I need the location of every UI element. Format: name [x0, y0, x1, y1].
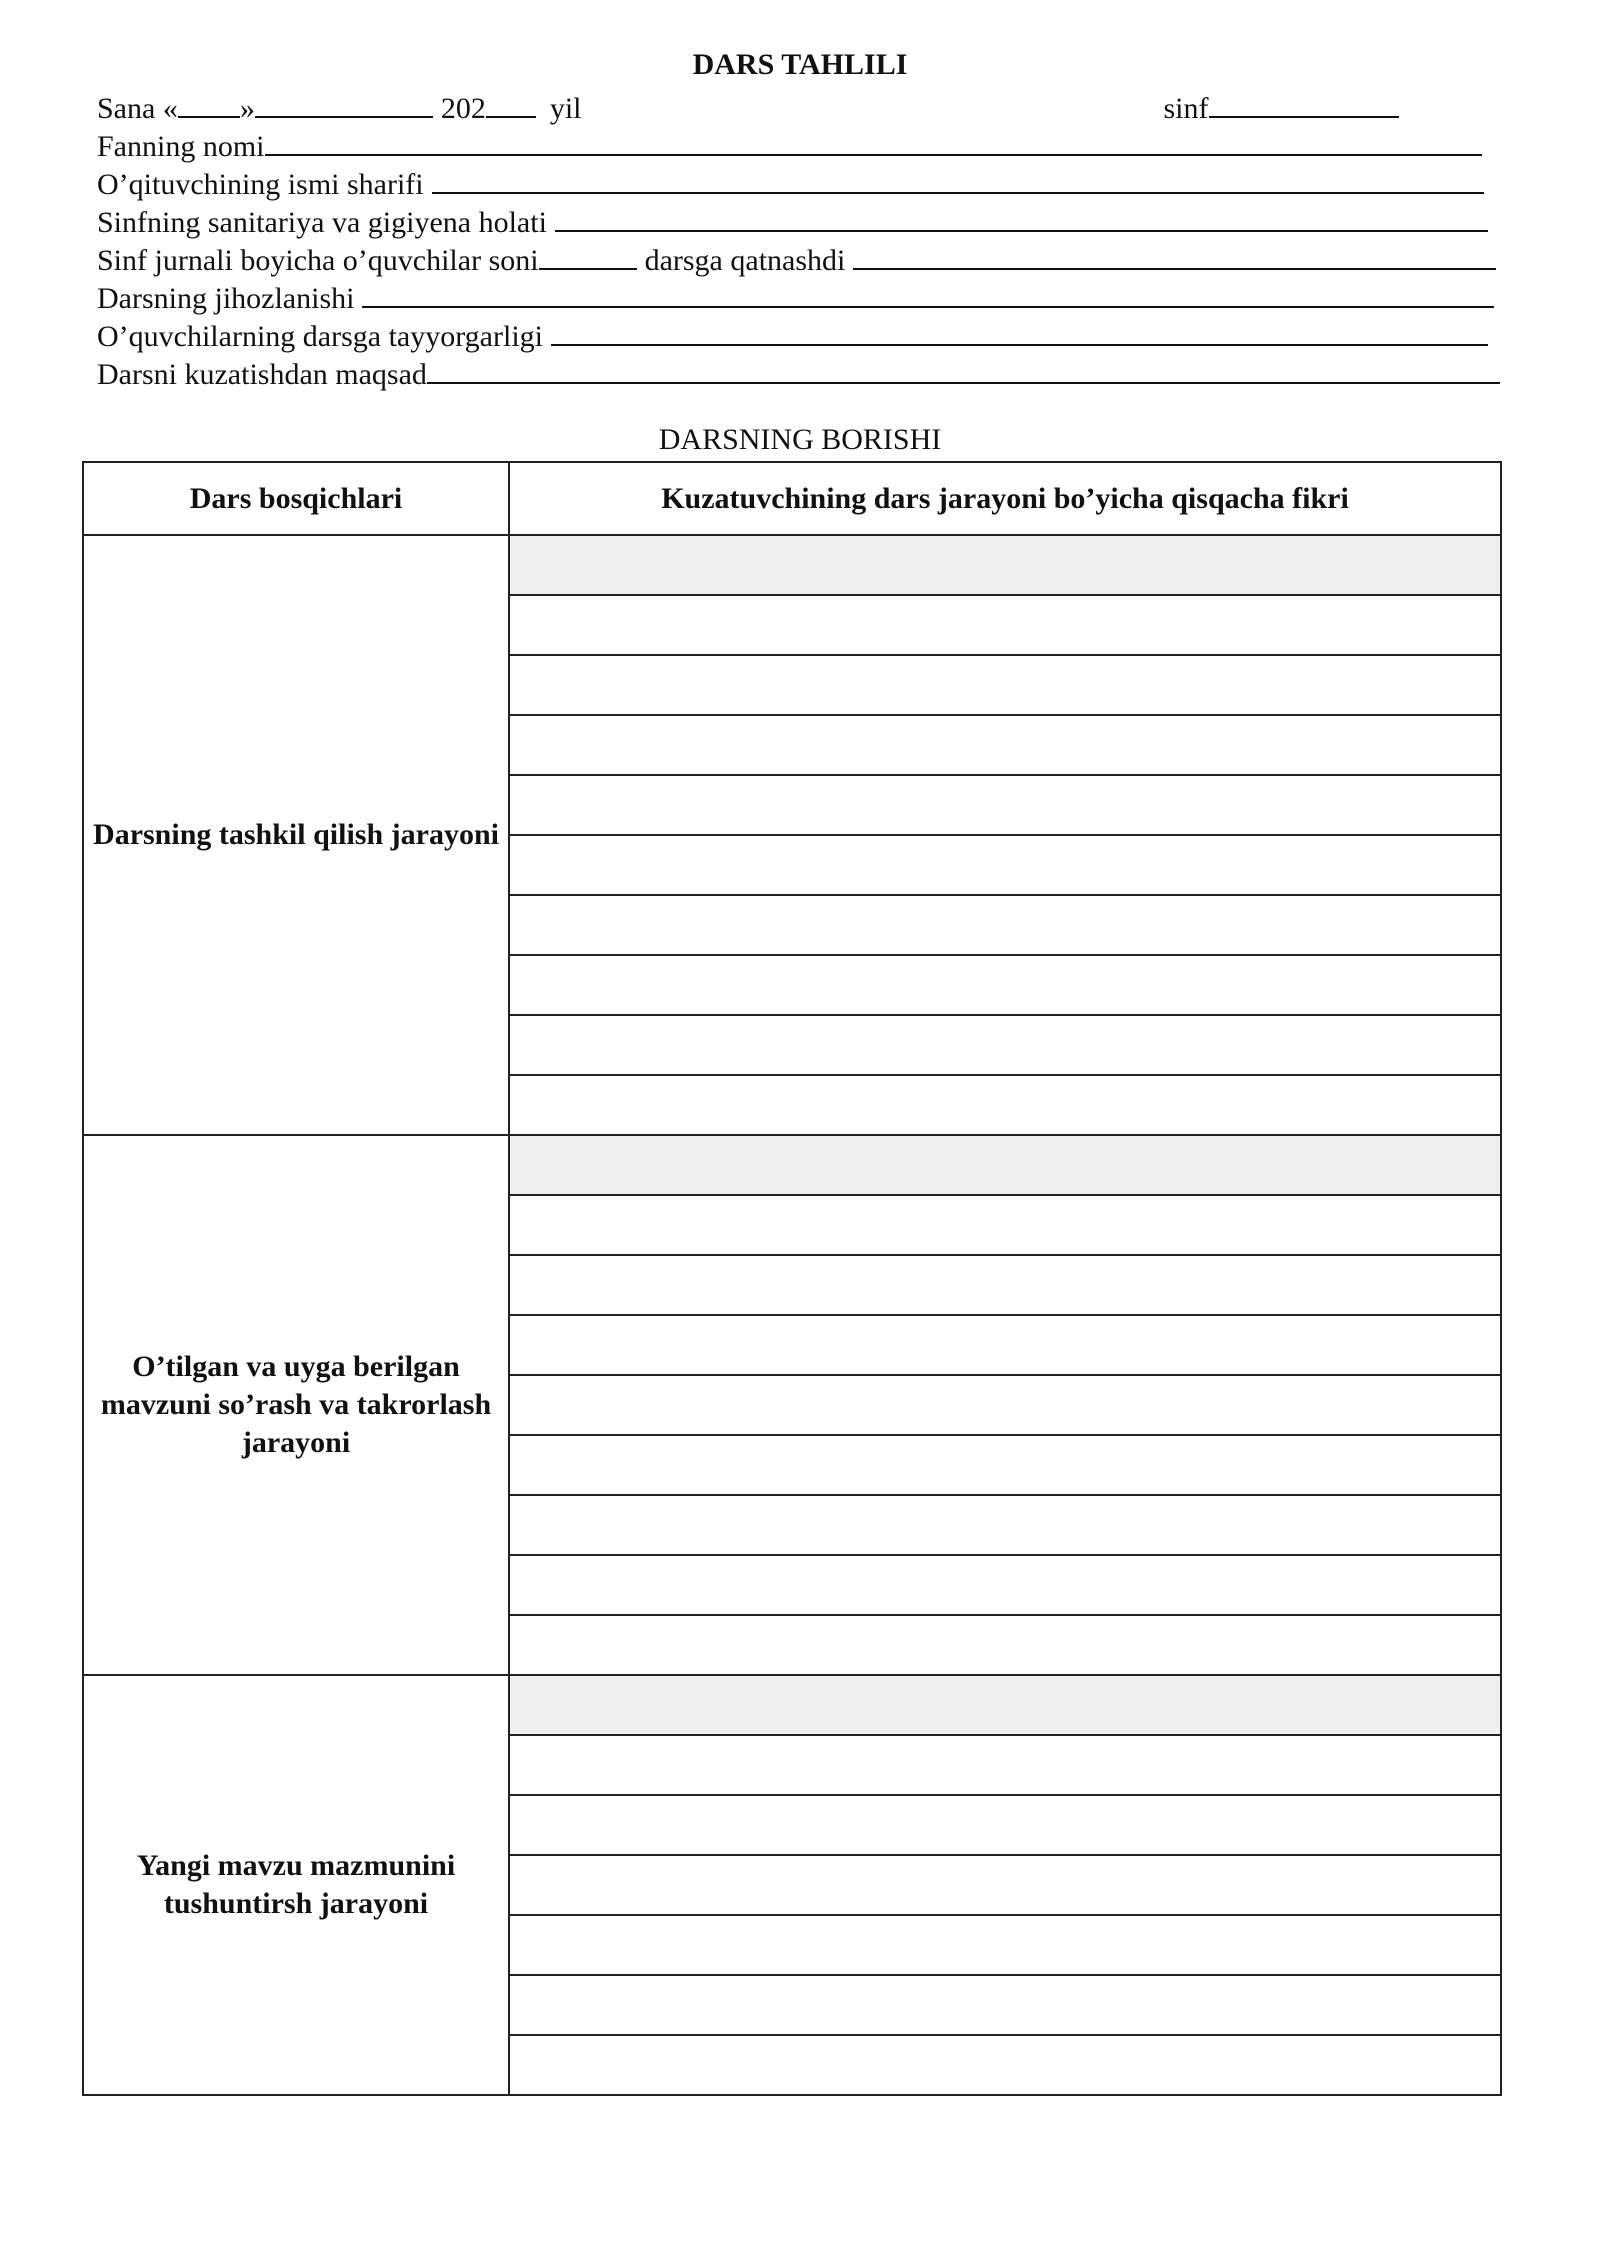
comment-cell[interactable]: [509, 1615, 1501, 1675]
month-blank[interactable]: [255, 88, 433, 118]
comment-cell[interactable]: [509, 895, 1501, 955]
lesson-table: [82, 461, 1502, 2096]
header-stages: Dars bosqichlari: [83, 462, 509, 535]
comment-cell[interactable]: [509, 715, 1501, 775]
comment-cell[interactable]: [509, 1375, 1501, 1435]
jihozlanishi-blank[interactable]: [362, 278, 1494, 308]
comment-cell[interactable]: [509, 1735, 1501, 1795]
jihozlanishi-line: [97, 278, 1502, 316]
tayyorgarligi-line: [97, 316, 1502, 354]
sana-close: »: [239, 92, 255, 125]
maqsad-label: Darsni kuzatishdan maqsad: [97, 358, 427, 391]
stage-label: O’tilgan va uyga berilgan mavzuni so’rash va takrorlash jarayoni: [83, 1135, 509, 1675]
table-body: [83, 535, 1501, 2095]
year-blank[interactable]: [486, 88, 536, 118]
comment-cell[interactable]: [509, 2035, 1501, 2095]
section-title: DARSNING BORISHI: [658, 423, 942, 456]
jurnal-line: [97, 240, 1502, 278]
comment-cell[interactable]: [509, 1915, 1501, 1975]
comment-cell[interactable]: [509, 1855, 1501, 1915]
table-row: [83, 1675, 1501, 1735]
date-line: [97, 88, 1502, 126]
table-header-row: [83, 462, 1501, 535]
fanning-nomi-line: [97, 126, 1502, 164]
maqsad-line: [97, 354, 1502, 392]
comment-cell[interactable]: [509, 1675, 1501, 1735]
comment-cell[interactable]: [509, 1255, 1501, 1315]
sanitariya-blank[interactable]: [555, 202, 1488, 232]
comment-cell[interactable]: [509, 595, 1501, 655]
header-comments: Kuzatuvchining dars jarayoni bo’yicha qisqacha fikri: [509, 462, 1501, 535]
table-row: [83, 535, 1501, 595]
sanitariya-label: Sinfning sanitariya va gigiyena holati: [97, 206, 547, 239]
comment-cell[interactable]: [509, 1975, 1501, 2035]
sinf-label: sinf: [1163, 92, 1209, 125]
comment-cell[interactable]: [509, 1795, 1501, 1855]
comment-cell[interactable]: [509, 1075, 1501, 1135]
sana-label: Sana «: [97, 92, 178, 125]
tayyorgarligi-label: O’quvchilarning darsga tayyorgarligi: [97, 320, 543, 353]
comment-cell[interactable]: [509, 835, 1501, 895]
comment-cell[interactable]: [509, 1555, 1501, 1615]
comment-cell[interactable]: [509, 1435, 1501, 1495]
table-row: [83, 1135, 1501, 1195]
oqituvchi-label: O’qituvchining ismi sharifi: [97, 168, 424, 201]
comment-cell[interactable]: [509, 535, 1501, 595]
document-title: DARS TAHLILI: [692, 48, 908, 81]
jurnal-blank[interactable]: [539, 240, 637, 270]
comment-cell[interactable]: [509, 775, 1501, 835]
comment-cell[interactable]: [509, 955, 1501, 1015]
comment-cell[interactable]: [509, 1195, 1501, 1255]
fanning-nomi-blank[interactable]: [265, 126, 1482, 156]
comment-cell[interactable]: [509, 655, 1501, 715]
jurnal-label: Sinf jurnali boyicha o’quvchilar soni: [97, 244, 539, 277]
oqituvchi-line: [97, 164, 1502, 202]
day-blank[interactable]: [178, 88, 240, 118]
comment-cell[interactable]: [509, 1315, 1501, 1375]
stage-label: Yangi mavzu mazmunini tushuntirsh jarayoni: [83, 1675, 509, 2095]
jihozlanishi-label: Darsning jihozlanishi: [97, 282, 355, 315]
sanitariya-line: [97, 202, 1502, 240]
fanning-nomi-label: Fanning nomi: [97, 130, 265, 163]
year-label: 202: [440, 92, 486, 125]
tayyorgarligi-blank[interactable]: [551, 316, 1488, 346]
header-fields: [97, 88, 1502, 392]
oqituvchi-blank[interactable]: [432, 164, 1484, 194]
qatnashdi-label: darsga qatnashdi: [644, 244, 846, 277]
sinf-blank[interactable]: [1209, 88, 1399, 118]
stage-label: Darsning tashkil qilish jarayoni: [83, 535, 509, 1135]
maqsad-blank[interactable]: [427, 354, 1500, 384]
qatnashdi-blank[interactable]: [853, 240, 1496, 270]
comment-cell[interactable]: [509, 1015, 1501, 1075]
yil-label: yil: [549, 92, 582, 125]
comment-cell[interactable]: [509, 1135, 1501, 1195]
comment-cell[interactable]: [509, 1495, 1501, 1555]
